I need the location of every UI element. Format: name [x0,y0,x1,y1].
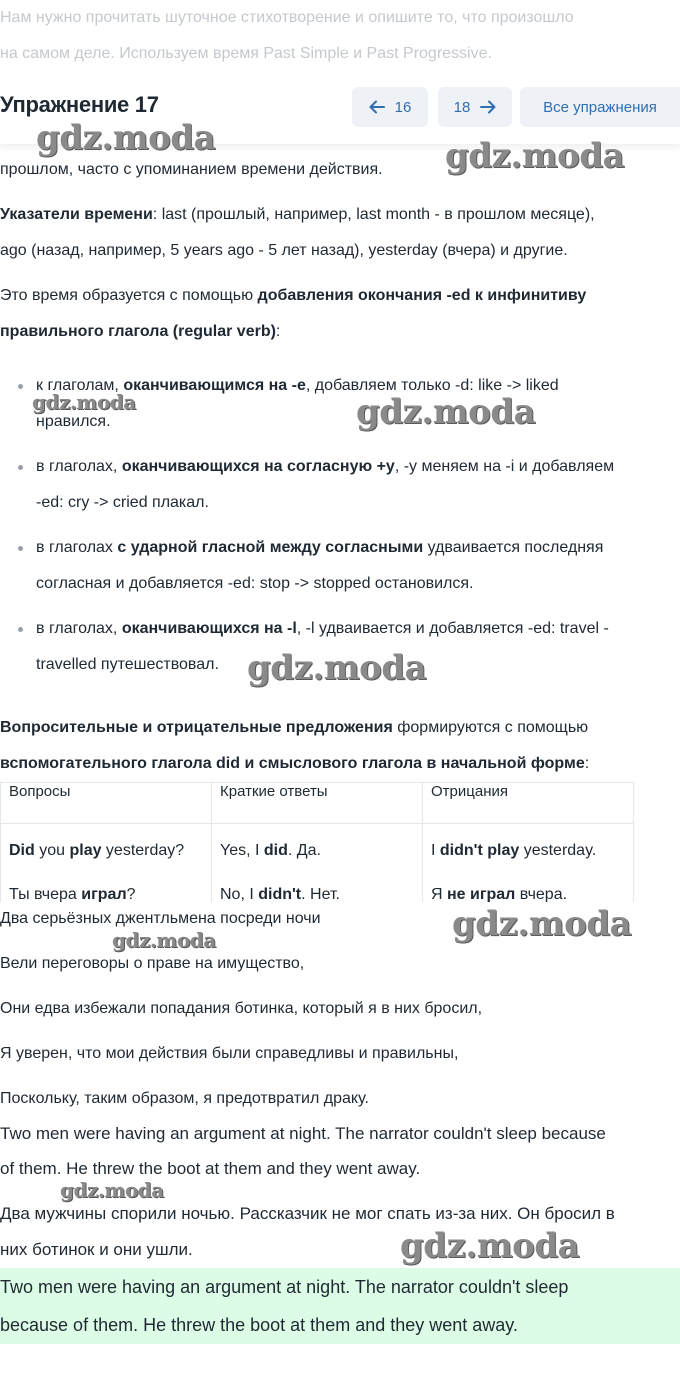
arrow-right-icon [480,100,496,114]
watermark: gdz.moda [356,392,536,432]
answer-line-1: Two men were having an argument at night. The narrator couldn't sleep [0,1277,569,1297]
time-markers-text: : last (прошлый, например, last month - в прошлом месяце), [152,206,595,223]
formation-colon: : [275,323,281,340]
poem-line: Они едва избежали попадания ботинка, который я в них бросил, [0,1000,483,1017]
questions-bold-2: вспомогательного глагола did и смыслового глагола в начальной форме [0,755,585,772]
rule-text: , -y меняем на -i и добавляем [394,458,615,475]
table-cell-question: Did you play yesterday? Ты вчера играл? [1,824,212,903]
prev-exercise-button[interactable] [352,87,428,127]
exercise-title: Упражнение 17 [0,92,159,117]
all-exercises-label: Все упражнения [543,98,657,116]
rule-bold: с ударной гласной между согласными [117,539,424,556]
next-exercise-button[interactable] [438,87,512,127]
rule-text: travelled путешествовал. [36,656,219,673]
next-exercise-label: 18 [453,98,471,116]
table-header-negations: Отрицания [423,783,634,824]
rule-text: согласная и добавляется -ed: stop -> stopped остановился. [36,575,474,592]
rule-text: к глаголам, [36,377,124,394]
theory-paragraph: прошлом, часто с упоминанием времени действия. [0,161,383,178]
questions-text: формируются с помощью [392,719,589,736]
spelling-rules-list [0,368,680,692]
formation-rule [0,278,680,350]
rule-text: , добавляем только -d: like -> liked [305,377,559,394]
formation-bold-2: правильного глагола (regular verb) [0,323,276,340]
table-row [1,824,634,903]
time-markers-label: Указатели времени [0,206,153,223]
table-header-row [1,783,634,824]
rule-text: в глаголах [36,539,118,556]
watermark: gdz.moda [36,118,216,158]
rule-text: в глаголах, [36,620,122,637]
watermark: gdz.moda [445,136,625,176]
watermark: gdz.moda [452,904,632,944]
poem-line: Я уверен, что мои действия были справедливы и правильны, [0,1045,459,1062]
rule-bold: оканчивающихся на -l [121,620,297,637]
summary-en-line-1: Two men were having an argument at night. The narrator couldn't sleep because [0,1124,606,1143]
rule-text: удваивается последняя [423,539,604,556]
rule-text: , -l удваивается и добавляется -ed: travel - [296,620,609,637]
table-cell-answer: Yes, I did. Да. No, I didn't. Нет. [212,824,423,903]
answer-box [0,1268,680,1344]
rule-bold: оканчивающимся на -e [123,377,306,394]
summary-ru-line-2: них ботинок и они ушли. [0,1240,193,1259]
answer-line-2: because of them. He threw the boot at them and they went away. [0,1315,518,1335]
grammar-table [0,782,634,902]
summary-ru-line-1: Два мужчины спорили ночью. Рассказчик не мог спать из-за них. Он бросил в [0,1204,615,1223]
questions-rule [0,710,680,782]
watermark: gdz.moda [400,1226,580,1266]
summary-en-line-2: of them. He threw the boot at them and they went away. [0,1159,421,1178]
time-markers-text-2: ago (назад, например, 5 years ago - 5 лет назад), yesterday (вчера) и другие. [0,242,568,259]
list-item [0,530,680,602]
rule-text: -ed: cry -> cried плакал. [36,494,209,511]
intro-line-1: Нам нужно прочитать шуточное стихотворение и опишите то, что произошло [0,9,574,26]
rule-bold: оканчивающихся на согласную +y [121,458,395,475]
arrow-left-icon [369,100,385,114]
intro-text [0,0,680,72]
questions-bold-1: Вопросительные и отрицательные предложения [0,719,393,736]
intro-line-2: на самом деле. Используем время Past Simple и Past Progressive. [0,45,492,62]
formation-bold-1: добавления окончания -ed к инфинитиву [257,287,587,304]
poem-line: Поскольку, таким образом, я предотвратил драку. [0,1090,369,1107]
rule-text: в глаголах, [36,458,122,475]
all-exercises-button[interactable] [520,87,680,127]
list-item [0,449,680,521]
watermark: gdz.moda [247,648,427,688]
watermark: gdz.moda [32,390,136,414]
rule-text: нравился. [36,413,111,430]
table-cell-negation: I didn't play yesterday. Я не играл вчера. [423,824,634,903]
watermark: gdz.moda [112,928,216,952]
watermark: gdz.moda [60,1178,164,1202]
grammar-table-wrapper [0,782,680,902]
questions-colon: : [584,755,590,772]
formation-text: Это время образуется с помощью [0,287,258,304]
poem-line: Два серьёзных джентльмена посреди ночи [0,910,321,927]
time-markers [0,197,680,269]
prev-exercise-label: 16 [394,98,412,116]
table-header-questions: Вопросы [1,783,212,824]
poem-line: Вели переговоры о праве на имущество, [0,955,305,972]
table-header-short-answers: Краткие ответы [212,783,423,824]
